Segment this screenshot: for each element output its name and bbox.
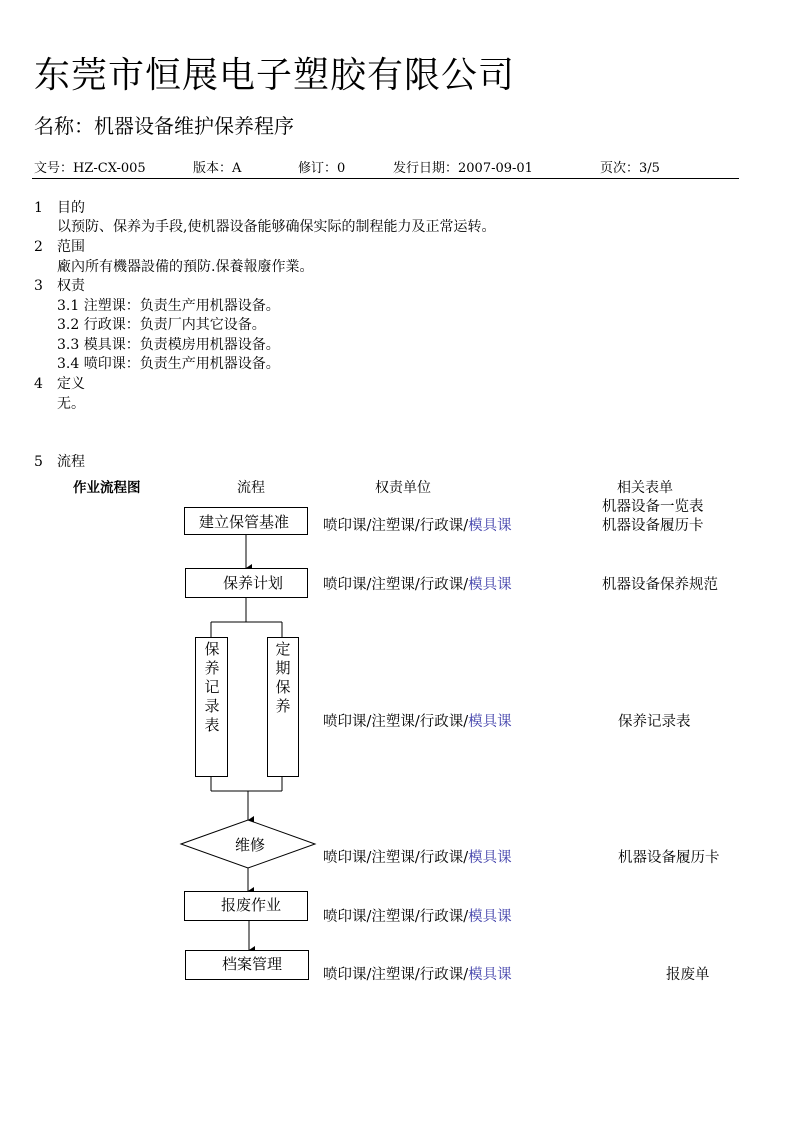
flow-step-maintenance-plan [185,568,308,598]
flow-step-label: 建立保管基准 [199,513,290,531]
column-header-forms: 相关表单 [617,480,673,496]
section-number: 2 [34,239,43,255]
section-number: 3 [34,278,43,294]
company-title: 东莞市恒展电子塑胶有限公司 [34,55,516,96]
flow-step-establish-standard [184,507,308,535]
section-title: 流程 [57,454,85,470]
section-text: 3.3 模具课：负责模房用机器设备。 [57,337,280,353]
responsible-depts: 喷印课/注塑课/行政课/模具课 [323,577,512,593]
flow-step-label: 档案管理 [222,955,283,973]
section-text: 无。 [57,396,85,412]
related-form: 保养记录表 [618,714,691,730]
related-form: 机器设备履历卡 [602,518,704,534]
flow-step-archive [185,950,309,980]
doc-number: 文号：HZ-CX-005 [34,161,146,176]
responsible-depts: 喷印课/注塑课/行政课/模具课 [323,967,512,983]
doc-revision: 修订：0 [298,161,346,176]
section-title: 范围 [57,239,85,255]
flow-step-label: 定 期 保 养 [275,640,291,715]
doc-page: 页次：3/5 [600,161,660,176]
section-text: 3.1 注塑课：负责生产用机器设备。 [57,298,280,314]
flow-step-label: 保 养 记 录 表 [204,640,220,734]
flow-step-label: 报废作业 [221,896,282,914]
flow-step-label: 保养计划 [223,574,284,592]
column-header-dept: 权责单位 [375,480,431,496]
flow-step-maintenance-record [195,637,228,777]
flow-step-repair: 维修 [235,836,266,854]
section-number: 1 [34,200,43,216]
document-name: 名称：机器设备维护保养程序 [34,114,294,138]
responsible-depts: 喷印课/注塑课/行政课/模具课 [323,518,512,534]
section-text: 廠內所有機器設備的預防.保養報廢作業。 [57,259,314,275]
flow-step-scrap [184,891,308,921]
related-form: 报废单 [666,967,710,983]
related-form: 机器设备保养规范 [602,577,718,593]
flowchart-label: 作业流程图 [73,480,141,496]
responsible-depts: 喷印课/注塑课/行政课/模具课 [323,714,512,730]
section-text: 以预防、保养为手段,使机器设备能够确保实际的制程能力及正常运转。 [57,219,496,235]
section-number: 5 [34,454,43,470]
section-title: 定义 [57,376,85,392]
doc-issue-date: 发行日期：2007-09-01 [393,161,533,176]
flow-step-periodic-maintenance [267,637,299,777]
section-title: 权责 [57,278,85,294]
related-form: 机器设备一览表 [602,499,704,515]
doc-version: 版本：A [193,161,242,176]
section-text: 3.4 喷印课：负责生产用机器设备。 [57,356,280,372]
column-header-flow: 流程 [237,480,265,496]
related-form: 机器设备履历卡 [618,850,720,866]
section-text: 3.2 行政课：负责厂内其它设备。 [57,317,266,333]
section-title: 目的 [57,200,85,216]
responsible-depts: 喷印课/注塑课/行政课/模具课 [323,850,512,866]
responsible-depts: 喷印课/注塑课/行政课/模具课 [323,909,512,925]
section-number: 4 [34,376,43,392]
